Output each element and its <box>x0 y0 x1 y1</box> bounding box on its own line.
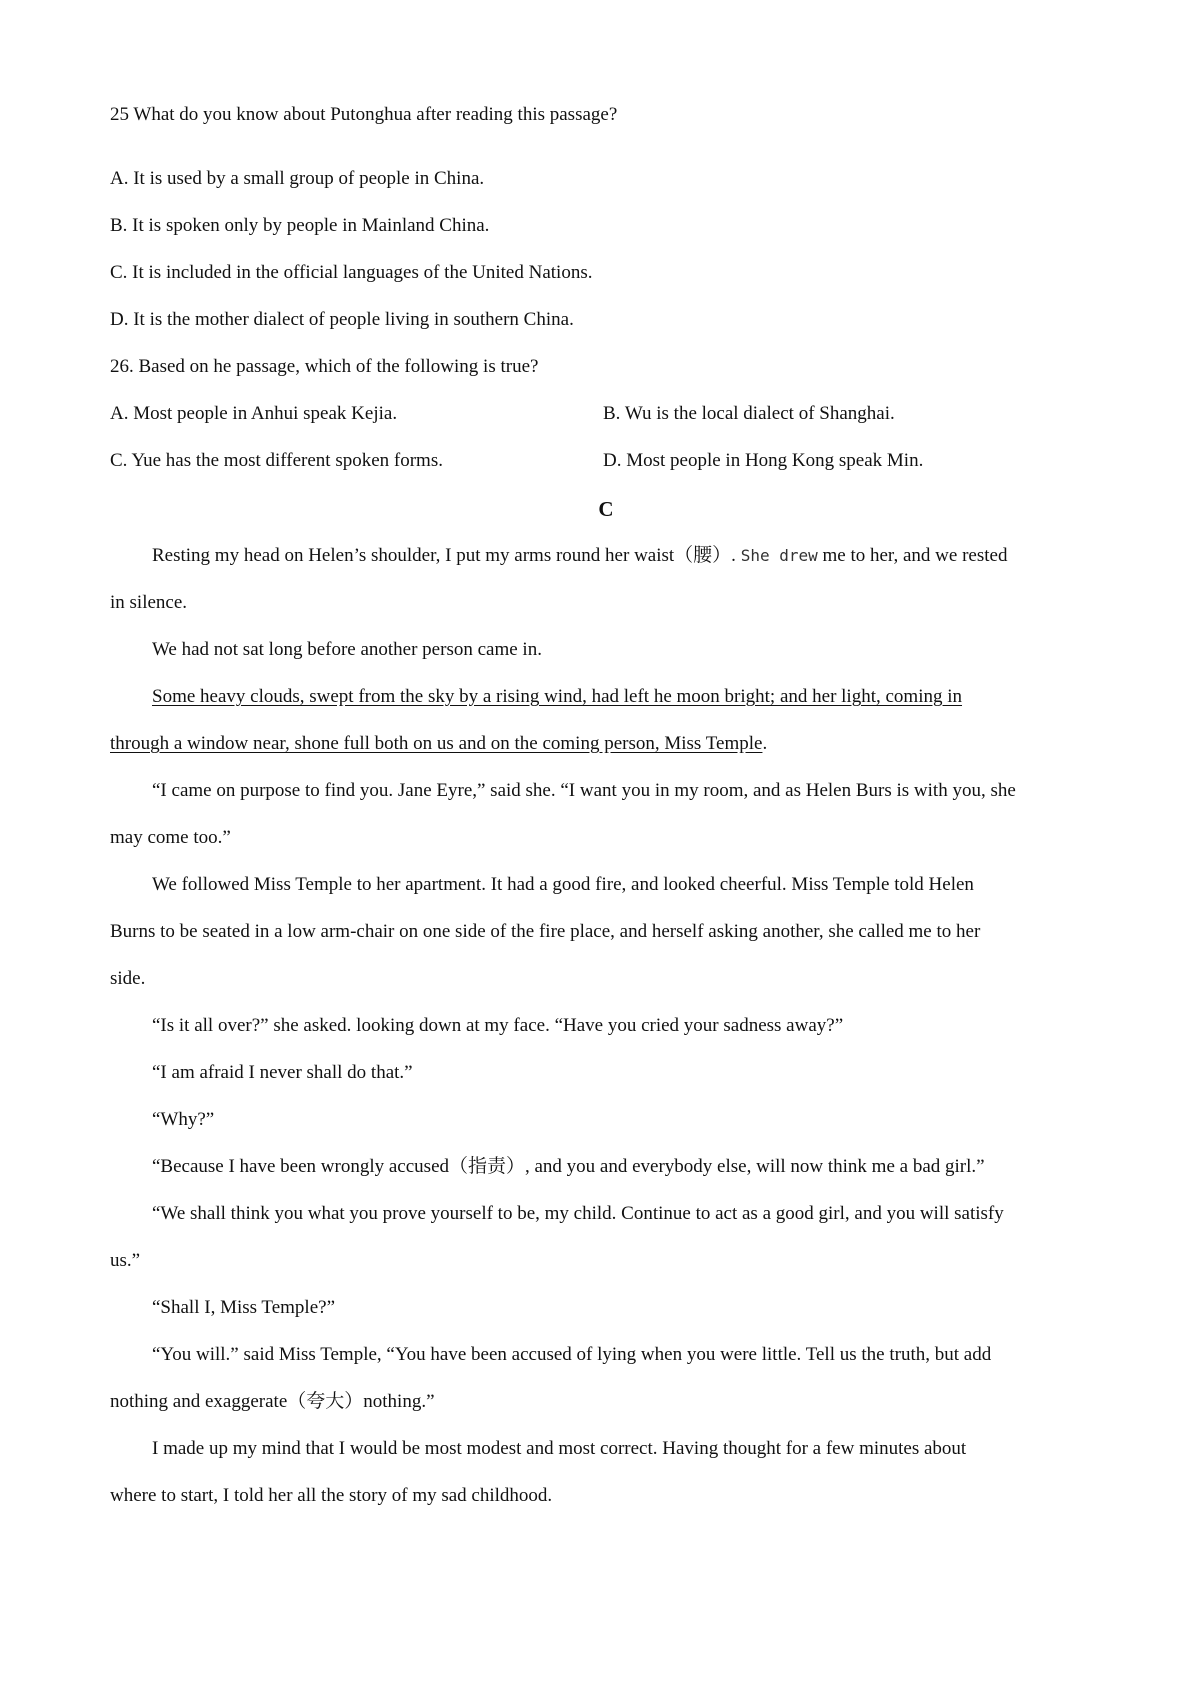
passage-line: us.” <box>110 1250 141 1271</box>
passage-line-underlined: Some heavy clouds, swept from the sky by a rising wind, had left he moon bright; and her light, coming in <box>152 686 963 707</box>
passage-line: in silence. <box>110 592 188 613</box>
q26-option-c: C. Yue has the most different spoken forms. <box>110 450 443 471</box>
passage-text-mono: She drew <box>740 546 818 565</box>
passage-line: nothing and exaggerate（夸大）nothing.” <box>110 1391 435 1412</box>
section-heading: C <box>598 497 614 521</box>
passage-line: “I am afraid I never shall do that.” <box>152 1062 413 1083</box>
passage-line: side. <box>110 968 146 989</box>
q26-option-a: A. Most people in Anhui speak Kejia. <box>110 403 398 424</box>
passage-line: “Because I have been wrongly accused（指责）, and you and everybody else, will now think me a bad girl.” <box>152 1156 985 1177</box>
passage-line <box>110 731 767 757</box>
passage-line: “You will.” said Miss Temple, “You have been accused of lying when you were little. Tell us the truth, but add <box>152 1344 992 1365</box>
passage-line: where to start, I told her all the story of my sad childhood. <box>110 1485 553 1506</box>
q26-option-d: D. Most people in Hong Kong speak Min. <box>603 450 924 471</box>
passage-line: “We shall think you what you prove yourself to be, my child. Continue to act as a good girl, and you will satisfy <box>152 1203 1004 1224</box>
passage-line: We followed Miss Temple to her apartment. It had a good fire, and looked cheerful. Miss Temple told Helen <box>152 874 974 895</box>
passage-text: . <box>762 733 768 754</box>
q25-stem: 25 What do you know about Putonghua after reading this passage? <box>110 104 618 125</box>
passage-text: Resting my head on Helen’s shoulder, I put my arms round her waist（腰）. <box>152 545 741 566</box>
passage-line: “Why?” <box>152 1109 215 1130</box>
q26-option-b: B. Wu is the local dialect of Shanghai. <box>603 403 895 424</box>
passage-line: may come too.” <box>110 827 231 848</box>
passage-line: “Is it all over?” she asked. looking down at my face. “Have you cried your sadness away?” <box>152 1015 844 1036</box>
passage-line: We had not sat long before another person came in. <box>152 639 542 660</box>
passage-text-underlined: through a window near, shone full both on us and on the coming person, Miss Temple <box>110 733 763 754</box>
q26-stem: 26. Based on he passage, which of the following is true? <box>110 356 539 377</box>
q25-option-a: A. It is used by a small group of people in China. <box>110 168 485 189</box>
passage-line: “Shall I, Miss Temple?” <box>152 1297 336 1318</box>
passage-line: Burns to be seated in a low arm-chair on one side of the fire place, and herself asking another, she called me to her <box>110 921 981 942</box>
passage-line <box>152 543 1007 569</box>
passage-line: I made up my mind that I would be most modest and most correct. Having thought for a few minutes about <box>152 1438 967 1459</box>
q25-option-c: C. It is included in the official languages of the United Nations. <box>110 262 593 283</box>
q25-option-d: D. It is the mother dialect of people living in southern China. <box>110 309 574 330</box>
passage-line: “I came on purpose to find you. Jane Eyre,” said she. “I want you in my room, and as Helen Burs is with you, she <box>152 780 1016 801</box>
q25-option-b: B. It is spoken only by people in Mainland China. <box>110 215 490 236</box>
passage-text: me to her, and we rested <box>817 545 1008 566</box>
